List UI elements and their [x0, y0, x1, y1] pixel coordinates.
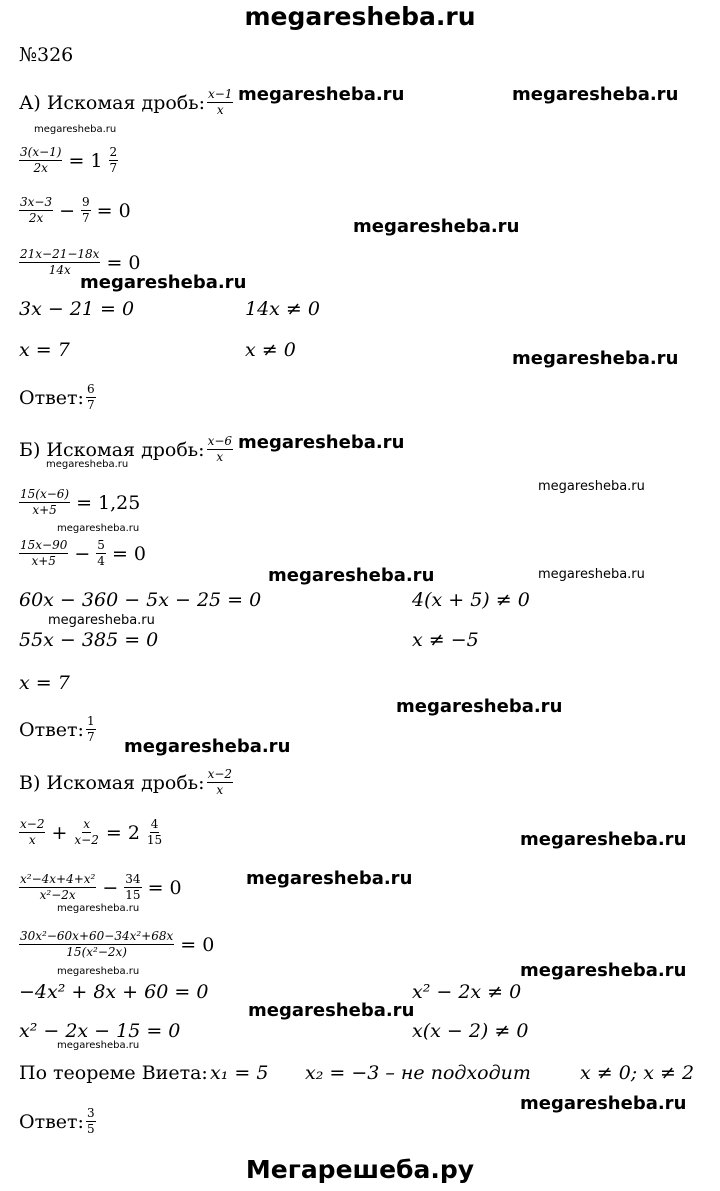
watermark: megaresheba.ru: [396, 696, 563, 717]
watermark: megaresheba.ru: [57, 1040, 140, 1051]
part-b-fraction: $\frac{x-6}{x}$: [207, 434, 233, 464]
part-a-cond1: 14x ≠ 0: [245, 298, 320, 320]
watermark: megaresheba.ru: [57, 966, 140, 977]
part-c-eq3: $\frac{\text{30x²−60x+60−34x²+68x}}{\text{15(x²−2x)}}$ = 0: [20, 929, 215, 959]
watermark: megaresheba.ru: [538, 567, 645, 582]
watermark: megaresheba.ru: [520, 960, 687, 981]
part-a-answer: Ответ: $\frac{6}{7}$: [19, 382, 95, 412]
header-site-title: megaresheba.ru: [244, 2, 476, 31]
watermark: megaresheba.ru: [268, 565, 435, 586]
part-c-fraction: $\frac{x-2}{x}$: [207, 767, 233, 797]
watermark: megaresheba.ru: [512, 348, 679, 369]
part-c-cond3: x ≠ 0; x ≠ 2: [580, 1062, 695, 1084]
part-b-eq2: $\frac{15x-90}{x+5}$ − $\frac{5}{4}$ = 0: [20, 538, 146, 568]
part-a-eq1: $\frac{3(x-1)}{2x}$ = 1 $\frac{2}{7}$: [20, 145, 118, 175]
watermark: megaresheba.ru: [248, 1000, 415, 1021]
part-b-cond2: x ≠ −5: [412, 629, 479, 651]
watermark: megaresheba.ru: [57, 903, 140, 914]
watermark: megaresheba.ru: [80, 272, 247, 293]
part-a-heading: [19, 88, 235, 117]
problem-number: №326: [19, 44, 74, 66]
part-b-label: Б) Искомая дробь:: [19, 438, 205, 461]
part-c-eq4: −4x² + 8x + 60 = 0: [19, 981, 209, 1003]
part-c-eq5: x² − 2x − 15 = 0: [19, 1020, 181, 1042]
part-c-vieta-label: По теореме Виета:: [19, 1062, 208, 1084]
part-c-cond1: x² − 2x ≠ 0: [412, 981, 522, 1003]
part-b-eq5: x = 7: [19, 672, 70, 694]
part-b-heading: [19, 435, 235, 464]
watermark: megaresheba.ru: [238, 432, 405, 453]
part-c-eq1: $\frac{x-2}{x}$ + $\frac{x}{x-2}$ = 2 $\frac{4}{15}$: [20, 817, 163, 847]
part-c-x1: x₁ = 5: [210, 1062, 269, 1084]
part-a-eq3: $\frac{21x-21-18x}{14x}$ = 0: [20, 247, 141, 277]
watermark: megaresheba.ru: [124, 736, 291, 757]
part-a-eq4: 3x − 21 = 0: [19, 298, 135, 320]
part-a-label: А) Искомая дробь:: [19, 91, 205, 114]
part-b-answer: Ответ: $\frac{1}{7}$: [19, 714, 95, 744]
watermark: megaresheba.ru: [57, 523, 140, 534]
part-c-eq2: $\frac{\text{x²−4x+4+x²}}{\text{x²−2x}}$ − $\frac{34}{15}$ = 0: [20, 872, 182, 902]
part-c-heading: [19, 768, 235, 797]
part-c-label: В) Искомая дробь:: [19, 771, 205, 794]
part-c-x2: x₂ = −3 – не подходит: [305, 1062, 531, 1084]
watermark: megaresheba.ru: [46, 459, 129, 470]
part-a-cond2: x ≠ 0: [245, 339, 296, 361]
watermark: megaresheba.ru: [512, 84, 679, 105]
watermark: megaresheba.ru: [353, 216, 520, 237]
watermark: megaresheba.ru: [538, 479, 645, 494]
part-a-fraction: $\frac{x-1}{x}$: [207, 87, 233, 117]
watermark: megaresheba.ru: [520, 1093, 687, 1114]
footer-site-title: Мегарешеба.ру: [245, 1155, 475, 1184]
watermark: megaresheba.ru: [238, 84, 405, 105]
part-a-eq5: x = 7: [19, 339, 70, 361]
part-b-cond1: 4(x + 5) ≠ 0: [412, 589, 530, 611]
watermark: megaresheba.ru: [520, 829, 687, 850]
watermark: megaresheba.ru: [48, 613, 155, 628]
part-b-eq4: 55x − 385 = 0: [19, 629, 159, 651]
part-a-eq2: $\frac{3x-3}{2x}$ − $\frac{9}{7}$ = 0: [20, 195, 131, 225]
part-b-eq1: $\frac{15(x-6)}{x+5}$ = 1,25: [20, 487, 141, 517]
watermark: megaresheba.ru: [34, 124, 117, 135]
watermark: megaresheba.ru: [246, 868, 413, 889]
part-b-eq3: 60x − 360 − 5x − 25 = 0: [19, 589, 262, 611]
part-c-answer: Ответ: $\frac{3}{5}$: [19, 1106, 95, 1136]
part-c-cond2: x(x − 2) ≠ 0: [412, 1020, 529, 1042]
